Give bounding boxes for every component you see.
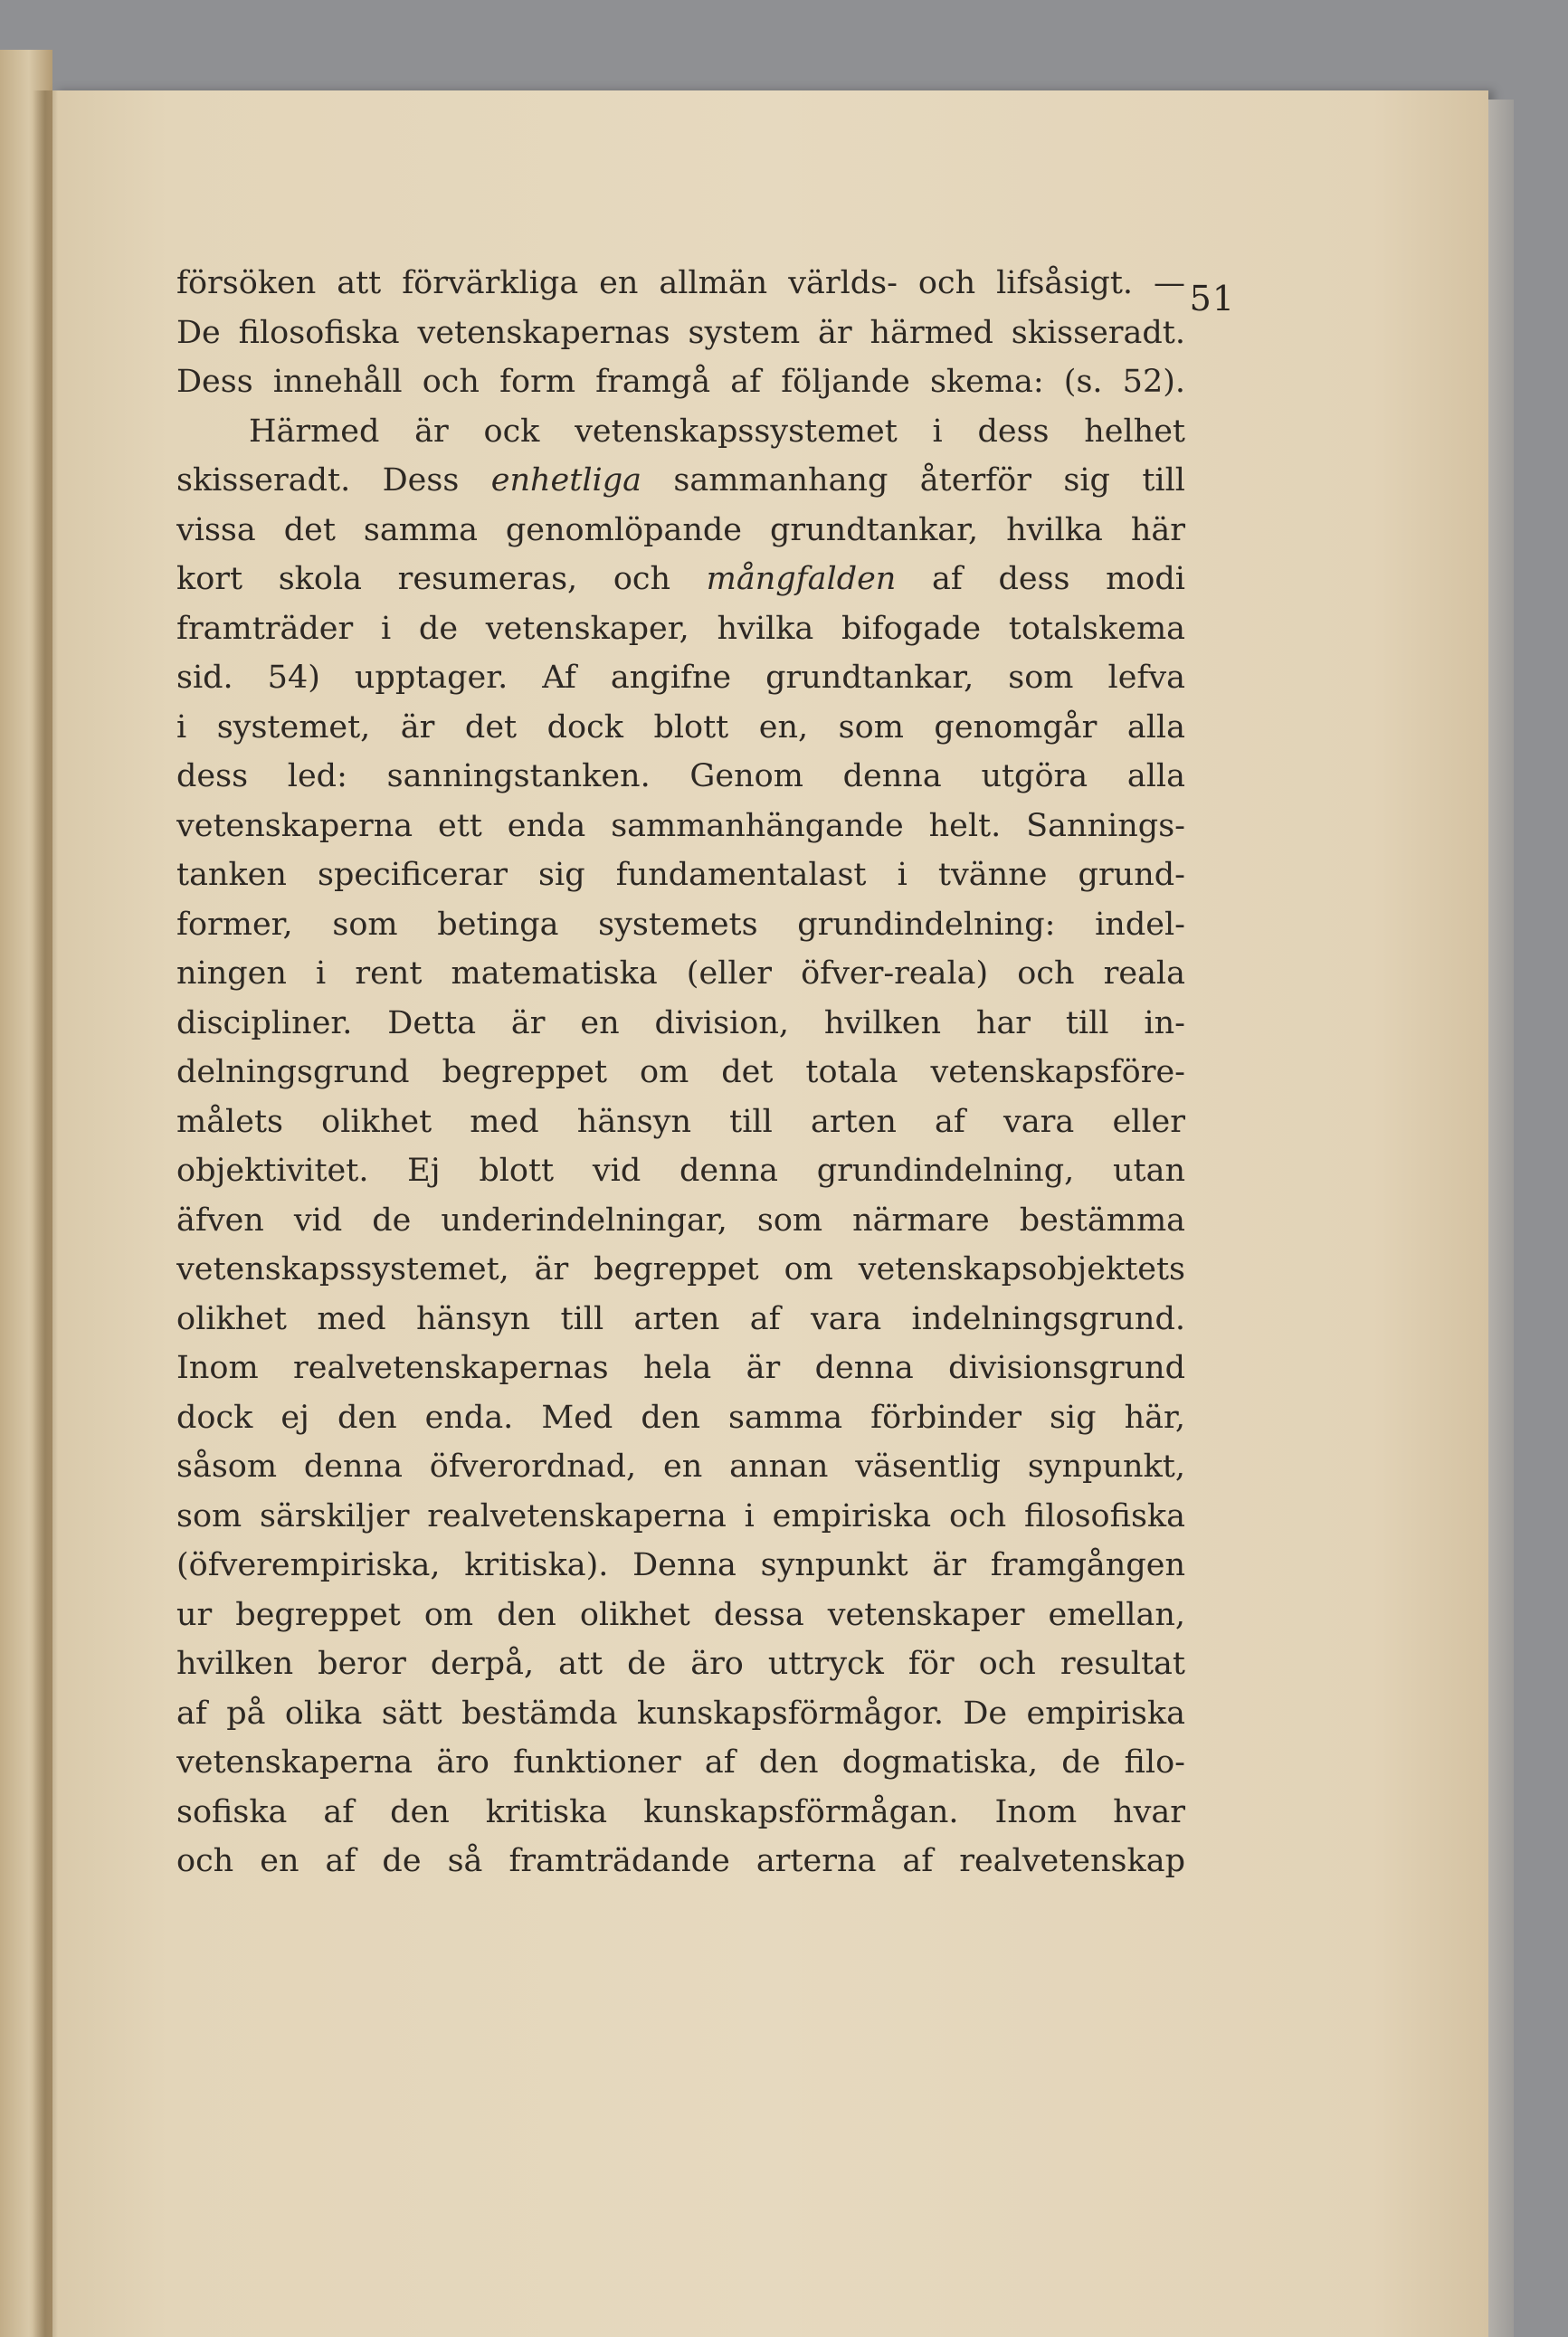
page-stack-edge <box>1488 100 1514 2337</box>
text-line <box>176 1146 1185 1196</box>
text-line <box>176 653 1185 703</box>
text-span: framträder i de vetenskaper, hvilka bifogade totalskema <box>176 610 1185 647</box>
text-span: objektivitet. Ej blott vid denna grundindelning, utan <box>176 1153 1185 1189</box>
text-span: ur begreppet om den olikhet dessa vetenskaper emellan, <box>176 1596 1185 1633</box>
text-span: såsom denna öfverordnad, en annan väsentlig synpunkt, <box>176 1449 1185 1485</box>
text-span: tanken specificerar sig fundamentalast i tvänne grund- <box>176 857 1185 893</box>
text-span: dess led: sanningstanken. Genom denna utgöra alla <box>176 758 1185 794</box>
text-line <box>176 1196 1185 1246</box>
text-line <box>176 1639 1185 1689</box>
text-line <box>176 900 1185 950</box>
page-number: 51 <box>1189 279 1235 318</box>
text-span: (öfverempiriska, kritiska). Denna synpunkt är framgången <box>176 1547 1185 1583</box>
body-text <box>176 259 1185 1886</box>
text-span: vetenskapssystemet, är begreppet om vetenskapsobjektets <box>176 1251 1185 1287</box>
text-span: i systemet, är det dock blott en, som genomgår alla <box>176 708 1185 746</box>
text-span: som särskiljer realvetenskaperna i empiriska och filosofiska <box>176 1497 1185 1534</box>
text-line <box>176 999 1185 1049</box>
text-span: skisseradt. Dess <box>176 462 491 499</box>
text-line <box>176 555 1185 604</box>
text-span: äfven vid de underindelningar, som närmare bestämma <box>176 1202 1185 1239</box>
text-span: hvilken beror derpå, att de äro uttryck för och resultat <box>176 1646 1185 1682</box>
text-span: kort skola resumeras, och <box>176 561 707 597</box>
text-span: delningsgrund begreppet om det totala vetenskapsföre- <box>176 1054 1185 1090</box>
text-line <box>176 1295 1185 1344</box>
text-line <box>176 1048 1185 1097</box>
text-span: af dess modi <box>896 561 1185 597</box>
text-line <box>176 802 1185 851</box>
text-span: Inom realvetenskapernas hela är denna divisionsgrund <box>176 1350 1185 1386</box>
text-line <box>176 456 1185 506</box>
text-line <box>176 1492 1185 1542</box>
text-line <box>176 604 1185 654</box>
text-span: Dess innehåll och form framgå af följande skema: (s. 52). <box>176 364 1185 400</box>
text-line <box>176 850 1185 900</box>
text-span: sammanhang återför sig till <box>641 462 1185 499</box>
text-span: olikhet med hänsyn till arten af vara indelningsgrund. <box>176 1300 1185 1337</box>
text-line <box>176 1837 1185 1886</box>
text-span: vetenskaperna äro funktioner af den dogmatiska, de filo- <box>176 1744 1185 1781</box>
text-span: dock ej den enda. Med den samma förbinder sig här, <box>176 1399 1185 1436</box>
text-span: och en af de så framträdande arterna af realvetenskap <box>176 1843 1185 1879</box>
italic-text: enhetliga <box>490 462 641 499</box>
text-span: De filosofiska vetenskapernas system är härmed skisseradt. <box>176 314 1185 351</box>
text-line <box>176 703 1185 753</box>
text-span: försöken att förvärkliga en allmän världs- och lifsåsigt. — <box>176 265 1185 301</box>
text-line <box>176 309 1185 358</box>
text-line <box>176 1245 1185 1295</box>
text-span: former, som betinga systemets grundindelning: indel- <box>176 906 1185 943</box>
text-span: sid. 54) upptager. Af angifne grundtankar, som lefva <box>176 660 1185 696</box>
text-line <box>176 1393 1185 1443</box>
text-span: målets olikhet med hänsyn till arten af vara eller <box>176 1103 1185 1140</box>
text-line <box>176 407 1185 457</box>
text-span: sofiska af den kritiska kunskapsförmågan. Inom hvar <box>176 1793 1185 1830</box>
text-line <box>176 949 1185 999</box>
text-line <box>176 1442 1185 1492</box>
text-line <box>176 752 1185 802</box>
text-line <box>176 1541 1185 1591</box>
text-line <box>176 1344 1185 1393</box>
text-span: af på olika sätt bestämda kunskapsförmågor. De empiriska <box>176 1695 1185 1732</box>
text-line <box>176 1788 1185 1838</box>
text-line <box>176 1689 1185 1739</box>
text-span: Härmed är ock vetenskapssystemet i dess helhet <box>249 413 1185 450</box>
text-line <box>176 259 1185 309</box>
book-gutter <box>33 90 58 2337</box>
text-line <box>176 506 1185 556</box>
text-line <box>176 357 1185 407</box>
text-line <box>176 1097 1185 1147</box>
italic-text: mångfalden <box>706 561 897 597</box>
text-line <box>176 1591 1185 1640</box>
text-span: ningen i rent matematiska (eller öfver-reala) och reala <box>176 955 1185 992</box>
text-span: vissa det samma genomlöpande grundtankar, hvilka här <box>176 511 1185 548</box>
text-span: discipliner. Detta är en division, hvilken har till in- <box>176 1004 1185 1041</box>
text-line <box>176 1738 1185 1788</box>
text-span: vetenskaperna ett enda sammanhängande helt. Sannings- <box>176 807 1185 844</box>
